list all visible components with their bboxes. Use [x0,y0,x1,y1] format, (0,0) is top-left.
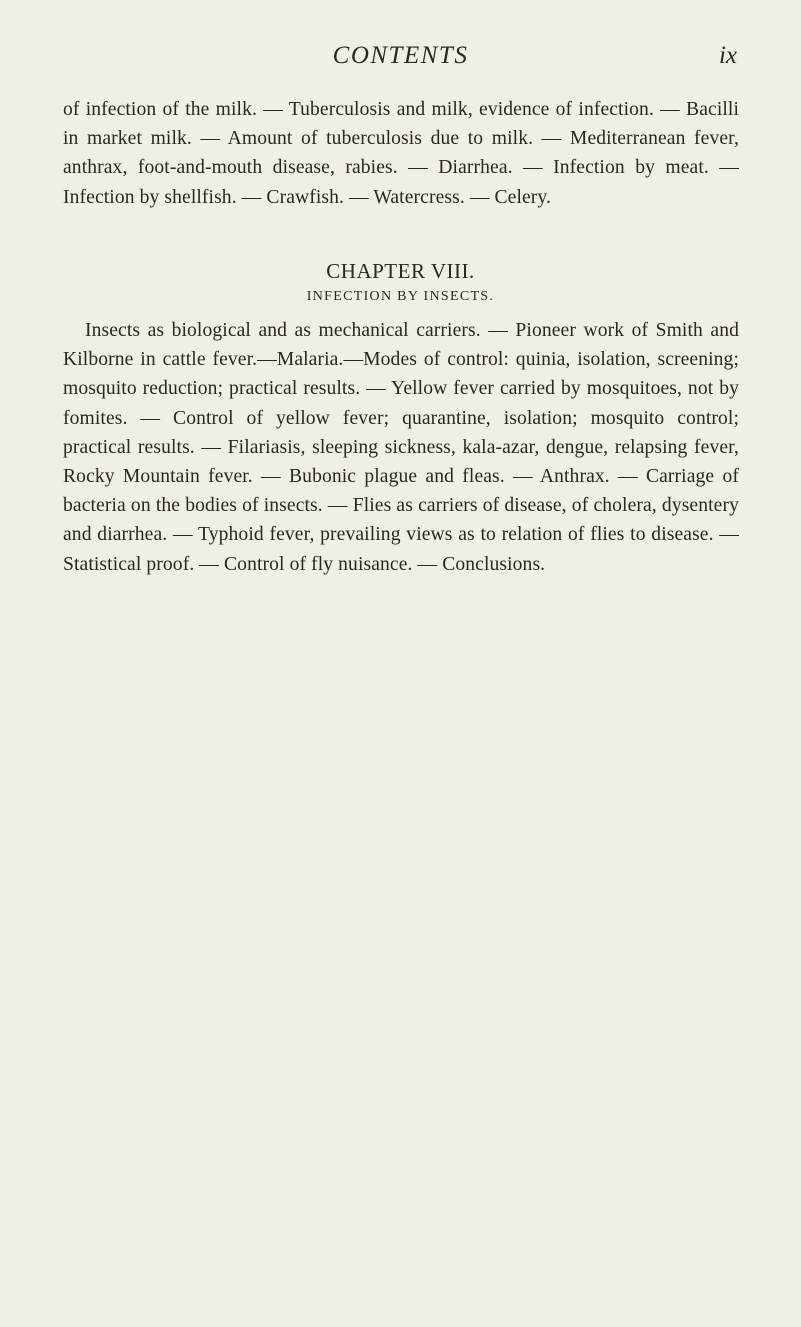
running-title: CONTENTS [332,42,469,69]
continuation-paragraph: of infection of the milk. — Tuberculosis and milk, evidence of infection. — Bacilli in market milk. — Amount of tuberculosis due to milk. — Mediterranean fever, anthrax, foot-and-mouth disease, rabies. — Diarrhea. — Infection by meat. — Infection by shellfish. — Crawfish. — Watercress. — Celery. [63,99,739,208]
running-head [0,38,801,74]
chapter-heading: CHAPTER VIII. [326,259,475,283]
chapter-subtitle: INFECTION BY INSECTS. [306,289,495,304]
page-number: ix [718,42,737,69]
chapter-summary-paragraph: Insects as biological and as mechanical carriers. — Pioneer work of Smith and Kilborne in cattle fever.—Malaria.—Modes of control: quinia, isolation, screening; mosquito reduction; practical results. — Yellow fever carried by mosquitoes, not by fomites. — Control of yellow fever; quarantine, isolation; mosquito control; practical results. — Filariasis, sleeping sickness, kala-azar, dengue, relapsing fever, Rocky Mountain fever. — Bubonic plague and fleas. — Anthrax. — Carriage of bacteria on the bodies of insects. — Flies as carriers of disease, of cholera, dysentery and diarrhea. — Typhoid fever, prevailing views as to relation of flies to disease. — Statistical proof. — Control of fly nuisance. — Conclusions. [63,320,739,575]
